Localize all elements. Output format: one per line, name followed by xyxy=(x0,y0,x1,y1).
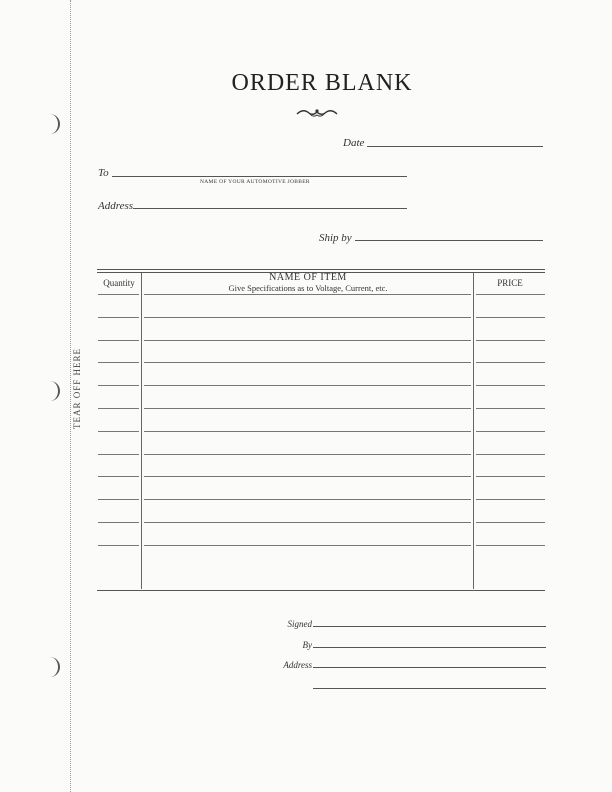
to-field[interactable] xyxy=(112,176,407,177)
item-name-cell[interactable] xyxy=(144,476,471,477)
item-name-cell[interactable] xyxy=(144,431,471,432)
price-cell[interactable] xyxy=(476,340,545,341)
price-cell[interactable] xyxy=(476,499,545,500)
column-header-quantity: Quantity xyxy=(103,278,135,288)
by-label: By xyxy=(302,640,312,650)
address-label: Address xyxy=(98,200,134,212)
to-caption: NAME OF YOUR AUTOMOTIVE JOBBER xyxy=(200,179,310,185)
price-cell[interactable] xyxy=(476,317,545,318)
by-field[interactable] xyxy=(313,647,546,648)
column-header-name xyxy=(143,273,473,293)
item-name-cell[interactable] xyxy=(144,294,471,295)
quantity-cell[interactable] xyxy=(98,317,139,318)
price-cell[interactable] xyxy=(476,294,545,295)
ship-by-field[interactable] xyxy=(355,240,543,241)
tear-off-label: TEAR OFF HERE xyxy=(72,348,82,430)
quantity-cell[interactable] xyxy=(98,545,139,546)
quantity-cell[interactable] xyxy=(98,385,139,386)
binder-hole-middle xyxy=(46,381,60,401)
quantity-cell[interactable] xyxy=(98,408,139,409)
signature-address-label: Address xyxy=(283,660,312,670)
price-cell[interactable] xyxy=(476,408,545,409)
item-name-cell[interactable] xyxy=(144,454,471,455)
quantity-cell[interactable] xyxy=(98,454,139,455)
price-cell[interactable] xyxy=(476,454,545,455)
order-items-table xyxy=(97,269,545,592)
column-divider xyxy=(141,273,142,589)
binder-hole-top xyxy=(46,114,60,134)
quantity-cell[interactable] xyxy=(98,294,139,295)
signature-address-field-2[interactable] xyxy=(313,688,546,689)
column-header-name-title: NAME OF ITEM xyxy=(269,272,347,283)
price-cell[interactable] xyxy=(476,362,545,363)
signature-address-field[interactable] xyxy=(313,667,546,668)
item-name-cell[interactable] xyxy=(144,545,471,546)
to-label: To xyxy=(98,167,109,179)
date-label: Date xyxy=(343,137,365,149)
signed-field[interactable] xyxy=(313,626,546,627)
column-header-price: PRICE xyxy=(497,278,523,288)
item-name-cell[interactable] xyxy=(144,522,471,523)
quantity-cell[interactable] xyxy=(98,431,139,432)
price-cell[interactable] xyxy=(476,522,545,523)
price-cell[interactable] xyxy=(476,385,545,386)
quantity-cell[interactable] xyxy=(98,340,139,341)
binder-hole-bottom xyxy=(46,657,60,677)
item-name-cell[interactable] xyxy=(144,362,471,363)
item-name-cell[interactable] xyxy=(144,408,471,409)
quantity-cell[interactable] xyxy=(98,476,139,477)
price-cell[interactable] xyxy=(476,476,545,477)
quantity-cell[interactable] xyxy=(98,362,139,363)
signed-label: Signed xyxy=(287,619,312,629)
table-bottom-rule xyxy=(97,590,545,591)
ornament-icon xyxy=(295,106,339,120)
date-field[interactable] xyxy=(367,146,543,147)
item-name-cell[interactable] xyxy=(144,340,471,341)
quantity-cell[interactable] xyxy=(98,499,139,500)
item-name-cell[interactable] xyxy=(144,385,471,386)
price-cell[interactable] xyxy=(476,545,545,546)
perforation-line xyxy=(70,0,71,792)
item-name-cell[interactable] xyxy=(144,499,471,500)
column-divider xyxy=(473,273,474,589)
ship-by-label: Ship by xyxy=(319,232,352,244)
form-title: ORDER BLANK xyxy=(231,70,413,96)
price-cell[interactable] xyxy=(476,431,545,432)
column-header-name-subtitle: Give Specifications as to Voltage, Current, etc. xyxy=(228,283,388,293)
address-field[interactable] xyxy=(133,208,407,209)
item-name-cell[interactable] xyxy=(144,317,471,318)
quantity-cell[interactable] xyxy=(98,522,139,523)
